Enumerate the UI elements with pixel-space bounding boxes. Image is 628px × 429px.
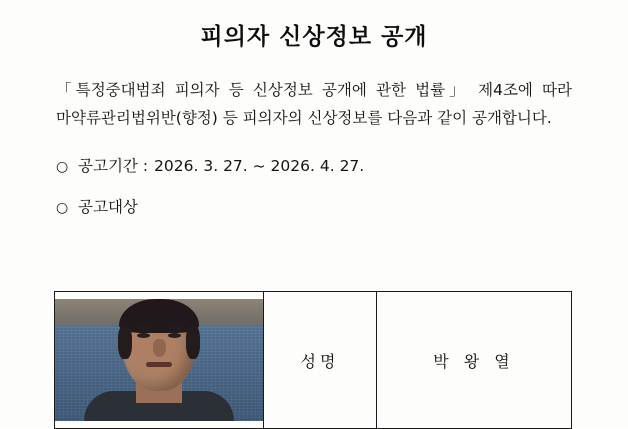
photo-eye-left xyxy=(137,333,150,338)
notice-subject-label: 공고대상 xyxy=(78,197,138,216)
photo-eyebrow-left xyxy=(135,325,151,329)
notice-period-label: 공고기간 : xyxy=(78,157,149,176)
photo-hair-right xyxy=(186,325,200,359)
list-item xyxy=(56,154,572,179)
photo-eye-right xyxy=(168,333,181,338)
name-label-cell: 성명 xyxy=(264,292,377,429)
suspect-photo xyxy=(55,299,263,421)
table-row xyxy=(55,292,572,429)
circle-bullet-icon: ○ xyxy=(56,159,69,176)
circle-bullet-icon: ○ xyxy=(56,199,69,216)
photo-hair-left xyxy=(118,325,132,359)
suspect-info-table xyxy=(54,291,572,429)
list-item xyxy=(56,195,572,220)
name-value-cell: 박 왕 열 xyxy=(377,292,572,429)
photo-mouth xyxy=(146,362,172,367)
notice-period-value: 2026. 3. 27. ~ 2026. 4. 27. xyxy=(154,157,365,176)
notice-paragraph: 「특정중대범죄 피의자 등 신상정보 공개에 관한 법률」 제4조에 따라 마약류관리법위반(향정) 등 피의자의 신상정보를 다음과 같이 공개합니다. xyxy=(56,81,572,127)
photo-nose xyxy=(153,339,166,357)
suspect-photo-cell xyxy=(55,292,264,429)
notice-items xyxy=(56,154,572,220)
photo-eyebrow-right xyxy=(167,325,183,329)
page-title: 피의자 신상정보 공개 xyxy=(200,24,428,50)
